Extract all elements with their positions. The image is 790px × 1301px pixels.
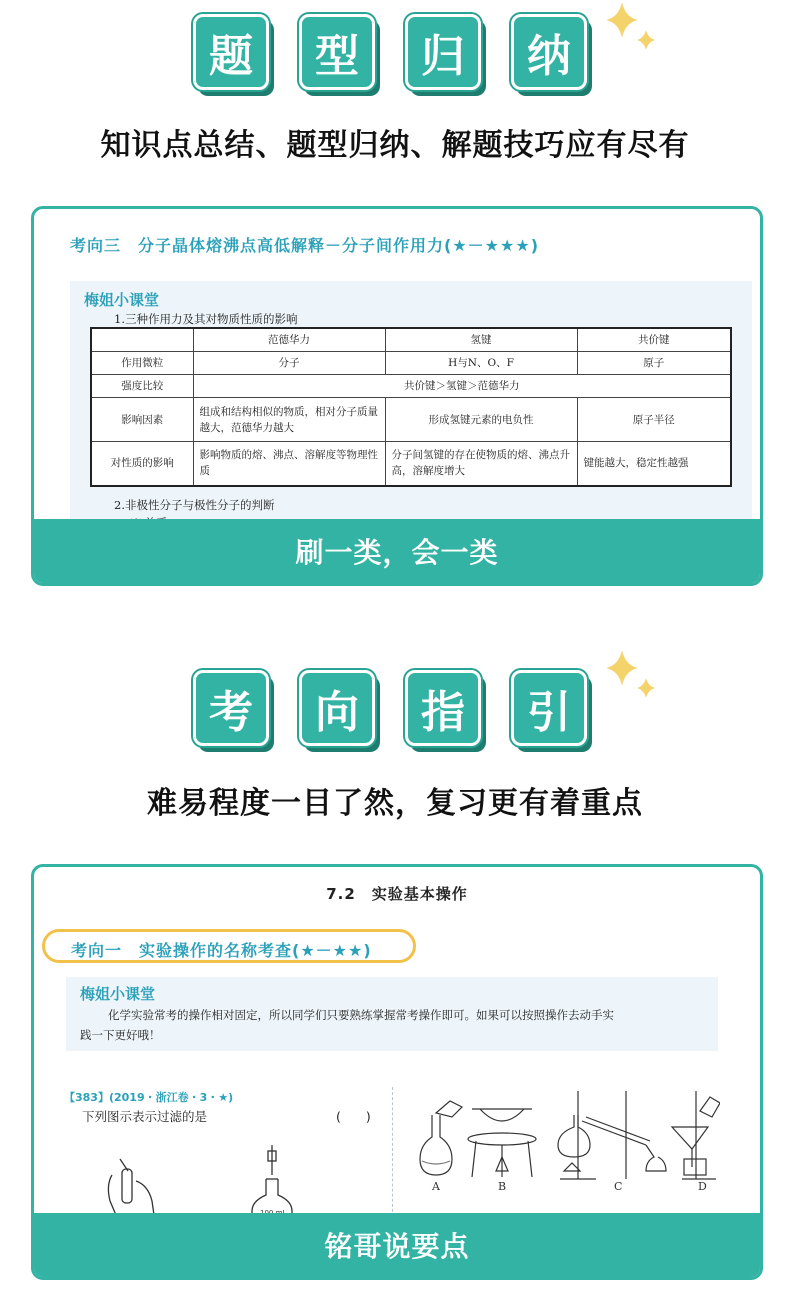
table-cell [91,328,193,352]
table-header-cell: 范德华力 [193,328,385,352]
table-cell: 对性质的影响 [91,442,193,486]
table-cell: H与N、O、F [385,352,577,375]
column-divider [392,1087,393,1217]
heading-tile [405,670,483,748]
subtitle-1: 知识点总结、题型归纳、解题技巧应有尽有 [100,128,690,163]
table-header-row [91,328,731,352]
tile-char: 引 [511,670,587,746]
table-row [91,352,731,375]
table-row [91,375,731,398]
topic-pill [42,929,416,963]
heading-tiles-2 [0,670,790,760]
lab-apparatus-illustrations [410,1087,720,1192]
option-label: C [614,1180,623,1192]
sample-card-2 [31,864,763,1280]
table-cell: 分子间氢键的存在使物质的熔、沸点升高，溶解度增大 [385,442,577,486]
answer-blank: ( ) [336,1109,371,1124]
classroom-label: 梅姐小课堂 [80,985,156,1003]
option-label: A [432,1180,440,1192]
card-footer: 铭哥说要点 [34,1213,760,1277]
tile-char: 指 [405,670,481,746]
topic-title: 考向三 分子晶体熔沸点高低解释－分子间作用力(★－★★★) [70,236,540,255]
subtitle-2: 难易程度一目了然，复习更有着重点 [147,786,643,821]
heading-tile [193,670,271,748]
tile-char: 向 [299,670,375,746]
table-cell: 作用微粒 [91,352,193,375]
topic-title: 考向一 实验操作的名称考查(★－★★) [71,941,372,960]
table-cell: 影响因素 [91,398,193,442]
tile-char: 归 [405,14,481,90]
heading-tiles-1 [0,14,790,104]
dropper-apparatus-illustration [92,1145,372,1217]
section-title: 7.2 实验基本操作 [326,885,468,903]
sparkle-icon [598,0,668,60]
sparkle-icon [598,648,668,708]
classroom-label: 梅姐小课堂 [84,291,160,309]
tile-char: 题 [193,14,269,90]
heading-tile [511,14,589,92]
tile-char: 纳 [511,14,587,90]
table-header-cell: 共价键 [577,328,731,352]
card-footer: 刷一类，会一类 [34,519,760,583]
tile-char: 型 [299,14,375,90]
heading-tile [193,14,271,92]
table-cell: 原子半径 [577,398,731,442]
table-cell: 强度比较 [91,375,193,398]
heading-tile [405,14,483,92]
table-cell: 原子 [577,352,731,375]
table-cell: 形成氢键元素的电负性 [385,398,577,442]
intro-text: 1.三种作用力及其对物质性质的影响 [114,312,298,326]
properties-table [90,327,732,487]
classroom-text: 践一下更好哦！ [80,1028,161,1042]
table-cell: 组成和结构相似的物质，相对分子质量越大，范德华力越大 [193,398,385,442]
option-label: D [698,1180,707,1192]
classroom-box [66,977,718,1051]
table-cell: 影响物质的熔、沸点、溶解度等物理性质 [193,442,385,486]
tile-char: 考 [193,670,269,746]
heading-tile [299,670,377,748]
table-row [91,398,731,442]
table-header-cell: 氢键 [385,328,577,352]
table-cell: 共价键＞氢键＞范德华力 [193,375,731,398]
table-cell: 分子 [193,352,385,375]
table-row [91,442,731,486]
classroom-text: 化学实验常考的操作相对固定，所以同学们只要熟练掌握常考操作即可。如果可以按照操作去动手实 [108,1008,614,1022]
option-label: B [498,1180,507,1192]
heading-tile [511,670,589,748]
after-table-text: 2.非极性分子与极性分子的判断 [114,498,275,512]
table-cell: 键能越大，稳定性越强 [577,442,731,486]
heading-tile [299,14,377,92]
sample-card-1 [31,206,763,586]
question-text: 下列图示表示过滤的是 [82,1109,208,1124]
question-header: 【383】(2019・浙江卷・3・★) [64,1091,234,1104]
